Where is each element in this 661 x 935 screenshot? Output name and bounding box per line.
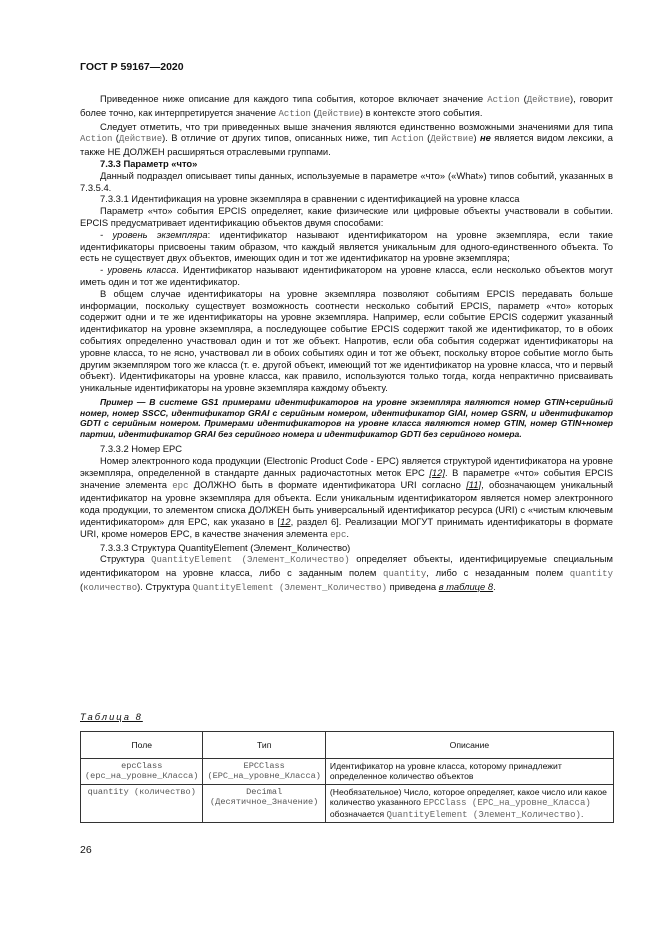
table-reference-link[interactable]: в таблице 8 — [438, 581, 494, 593]
section-heading-7-3-3-3: 7.3.3.3 Структура QuantityElement (Элемент_Количество) — [100, 541, 351, 553]
column-header: Тип — [203, 732, 325, 759]
section-heading-7-3-3: 7.3.3 Параметр «что» — [100, 157, 198, 169]
paragraph-epc: Номер электронного кода продукции (Electronic Product Code - EPC) является структурой идентификатора на уровне экземпляра, определенной в стандарте данных радиочастотных меток EPC [12]. В параметре «что» события EPCIS значение элемента epc ДОЛЖНО быть в формате идентификатора URI согласно [11], обозначающем уникальный идентификатор на уровне экземпляра для объекта. Если уникальным идентификатором является номер электронного кода продукции, то элементом списка ДОЛЖЕН быть универсальный идентификатор ресурса (URI) с «чистым ключевым идентификатором» для EPC, как указано в [12, раздел 6]. Реализации МОГУТ принимать идентификаторы в формате URI, кроме номеров EPC, в качестве значения элемента epc. — [80, 455, 613, 540]
reference-link[interactable]: [11] — [466, 478, 482, 490]
table-cell-type: EPCClass (EPC_на_уровне_Класса) — [203, 759, 325, 785]
table-cell-type: Decimal (Десятичное_Значение) — [203, 784, 325, 822]
paragraph-instance-vs-class: В общем случае идентификаторы на уровне экземпляра позволяют событиям EPCIS передавать больше информации, поскольку существует возможность соотнести несколько событий EPCIS, параметр «что» которых содержит одни и те же идентификаторы на уровне экземпляра. Например, если событие EPCIS содержит указанный идентификатор на уровне экземпляра, а последующее событие EPCIS содержит такой же идентификатор, то в обоих событиях определенно участвовал один и тот же объект. Напротив, если оба события содержат идентификаторы на уровне класса, то не ясно, участвовал ли в обоих событиях один и тот же объект, поскольку второе событие могло быть другим экземпляром того же класса (т. е. другой объект, имеющий тот же идентификатор на уровне класса, что и первый объект). Идентификаторы на уровне класса, как правило, используются только тогда, когда непрактично присваивать уникальные идентификаторы на уровне экземпляра каждому объекту. — [80, 287, 613, 394]
reference-link[interactable]: 12 — [280, 516, 291, 528]
table-caption: Таблица 8 — [80, 711, 143, 722]
reference-link[interactable]: [12] — [429, 466, 445, 478]
page-header: ГОСТ Р 59167—2020 — [80, 61, 184, 73]
section-heading-7-3-3-1: 7.3.3.1 Идентификация на уровне экземпляра в сравнении с идентификацией на уровне класса — [100, 193, 520, 205]
paragraph-quantity-element: Структура QuantityElement (Элемент_Количество) определяет объекты, идентифицируемые специальным идентификатором на уровне класса, либо с заданным полем quantity, либо с незаданным полем quantity (количество). Структура QuantityElement (Элемент_Количество) приведена в таблице 8. — [80, 553, 613, 594]
table-row — [81, 759, 614, 785]
list-item-instance-level: - уровень экземпляра: идентификатор называют идентификатором на уровне экземпляра, если такие идентификаторы присвоены таким образом, что каждый является уникальным для одного-единственного объекта. То есть не существует двух объектов, имеющих один и тот же идентификатор на уровне экземпляра; — [80, 228, 613, 264]
page-number: 26 — [80, 844, 92, 856]
column-header: Описание — [325, 732, 613, 759]
paragraph-action-values: Следует отметить, что три приведенных выше значения являются единственно возможными значениями для типа Action (Действие). В отличие от других типов, описанных ниже, тип Action (Действие) не является видом лексики, а также НЕ ДОЛЖЕН расширяться отраслевыми группами. — [80, 120, 614, 158]
column-header: Поле — [81, 732, 203, 759]
paragraph-action-description: Приведенное ниже описание для каждого типа события, которое включает значение Action (Действие), говорит более точно, как интерпретируется значение Action (Действие) в контексте этого события. — [80, 93, 614, 119]
table-cell-description: Идентификатор на уровне класса, которому принадлежит определенное количество объектов — [325, 759, 613, 785]
table-cell-field: epcClass (epc_на_уровне_Класса) — [81, 759, 203, 785]
table-header-row — [81, 732, 614, 759]
table-cell-description: (Необязательное) Число, которое определяет, какое число или какое количество указанного EPCClass (EPC_на_уровне_Класса) обозначается QuantityElement (Элемент_Количество). — [325, 784, 613, 822]
list-item-class-level: - уровень класса. Идентификатор называют идентификатором на уровне класса, если несколько объектов могут иметь один и тот же идентификатор. — [80, 264, 613, 287]
section-heading-7-3-3-2: 7.3.3.2 Номер EPC — [100, 443, 183, 455]
example-note: Пример — В системе GS1 примерами идентификаторов на уровне экземпляра являются номер GTIN+серийный номер, номер SSCC, идентификатор GRAI с серийным номером, идентификатор GIAI, номер GSRN, и идентификатор GDTI с серийным номером. Примерами идентификаторов на уровне класса являются номер GTIN, номер GTIN+номер партии, идентификатор GRAI без серийного номера и идентификатор GDTI без серийного номера. — [80, 396, 613, 439]
paragraph-subsection-intro: Данный подраздел описывает типы данных, используемые в параметре «что» («What») типов событий, указанных в 7.3.5.4. — [80, 169, 613, 193]
table-cell-field: quantity (количество) — [81, 784, 203, 822]
paragraph-what-parameter: Параметр «что» события EPCIS определяет, какие физические или цифровые объекты участвовали в событии. EPCIS предусматривает идентификацию объектов двумя способами: — [80, 205, 613, 228]
data-table — [80, 731, 614, 823]
body-text — [80, 93, 613, 595]
table-row — [81, 784, 614, 822]
